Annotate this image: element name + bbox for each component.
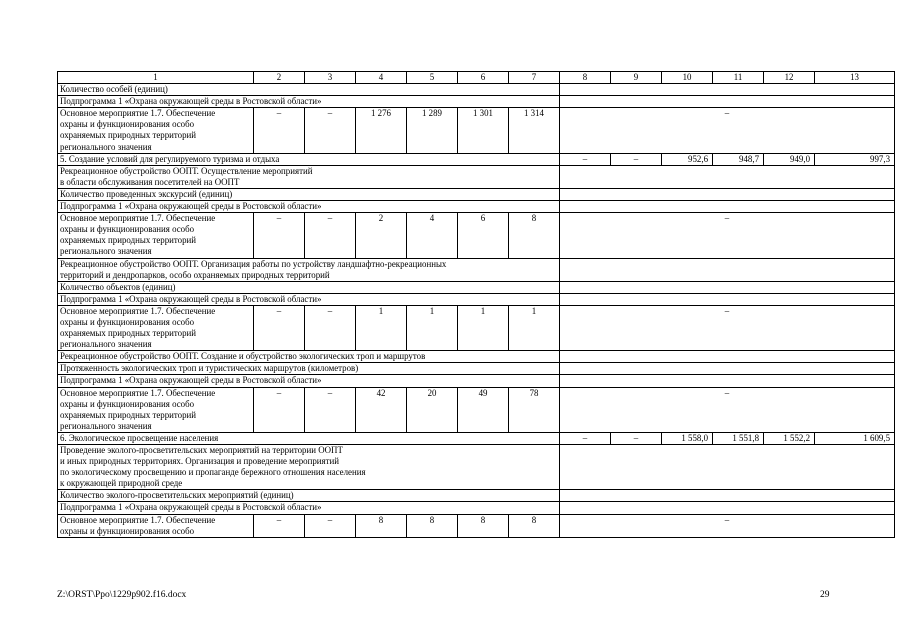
table-row xyxy=(58,201,895,213)
merged-dash-cell: – xyxy=(560,305,895,350)
table-row xyxy=(58,432,895,444)
column-number: 10 xyxy=(662,72,713,84)
table-row xyxy=(58,363,895,375)
column-number: 8 xyxy=(560,72,611,84)
row-label: Подпрограмма 1 «Охрана окружающей среды в Ростовской области» xyxy=(58,96,560,108)
value-cell: – xyxy=(254,108,305,153)
row-label: Количество эколого-просветительских мероприятий (единиц) xyxy=(58,490,560,502)
funding-cell: 948,7 xyxy=(713,153,764,165)
table-row xyxy=(58,502,895,514)
column-number: 7 xyxy=(509,72,560,84)
footer-file-path: Z:\ORST\Ppo\1229p902.f16.docx xyxy=(57,590,187,600)
column-number: 11 xyxy=(713,72,764,84)
merged-dash-cell: – xyxy=(560,213,895,258)
value-cell: 1 xyxy=(509,305,560,350)
table-row xyxy=(58,351,895,363)
row-label: Рекреационное обустройство ООПТ. Создание и обустройство экологических троп и маршрутов xyxy=(58,351,560,363)
value-cell: 4 xyxy=(407,213,458,258)
funding-cell: 1 558,0 xyxy=(662,432,713,444)
value-cell: 2 xyxy=(356,213,407,258)
measure-name: Основное мероприятие 1.7. Обеспечение охраны и функционирования особо охраняемых природных территорий регионального значения xyxy=(58,387,254,432)
empty-cell xyxy=(560,351,895,363)
row-label: Подпрограмма 1 «Охрана окружающей среды в Ростовской области» xyxy=(58,502,560,514)
empty-cell xyxy=(560,281,895,293)
row-label: Количество объектов (единиц) xyxy=(58,281,560,293)
column-number: 1 xyxy=(58,72,254,84)
value-cell: 8 xyxy=(509,514,560,537)
value-cell: 6 xyxy=(458,213,509,258)
row-label: Подпрограмма 1 «Охрана окружающей среды в Ростовской области» xyxy=(58,375,560,387)
funding-cell: – xyxy=(560,153,611,165)
value-cell: 1 xyxy=(356,305,407,350)
funding-cell: – xyxy=(611,432,662,444)
table-row xyxy=(58,490,895,502)
measure-name: Основное мероприятие 1.7. Обеспечение охраны и функционирования особо охраняемых природных территорий регионального значения xyxy=(58,213,254,258)
funding-cell: 1 552,2 xyxy=(764,432,815,444)
row-label: Проведение эколого-просветительских мероприятий на территории ООПТ и иных природных территориях. Организация и проведение мероприятий по экологическому просвещению и пропаганде бережного отношения населения к окружающей природной среде xyxy=(58,445,560,490)
empty-cell xyxy=(560,490,895,502)
section-title: 6. Экологическое просвещение населения xyxy=(58,432,560,444)
empty-cell xyxy=(560,363,895,375)
indicators-table xyxy=(57,71,895,538)
table-row xyxy=(58,258,895,281)
measure-name: Основное мероприятие 1.7. Обеспечение охраны и функционирования особо охраняемых природных территорий регионального значения xyxy=(58,108,254,153)
value-cell: – xyxy=(254,305,305,350)
funding-cell: – xyxy=(611,153,662,165)
value-cell: – xyxy=(305,387,356,432)
merged-dash-cell: – xyxy=(560,108,895,153)
value-cell: 20 xyxy=(407,387,458,432)
page-number: 29 xyxy=(820,590,830,600)
funding-cell: – xyxy=(560,432,611,444)
value-cell: 1 276 xyxy=(356,108,407,153)
measure-name: Основное мероприятие 1.7. Обеспечение охраны и функционирования особо xyxy=(58,514,254,537)
column-number: 9 xyxy=(611,72,662,84)
row-label: Протяженность экологических троп и туристических маршрутов (километров) xyxy=(58,363,560,375)
value-cell: 49 xyxy=(458,387,509,432)
row-label: Рекреационное обустройство ООПТ. Осуществление мероприятий в области обслуживания посетителей на ООПТ xyxy=(58,165,560,188)
merged-dash-cell: – xyxy=(560,387,895,432)
empty-cell xyxy=(560,293,895,305)
table-header-row xyxy=(58,72,895,84)
table-row xyxy=(58,293,895,305)
value-cell: 78 xyxy=(509,387,560,432)
value-cell: 1 301 xyxy=(458,108,509,153)
row-label: Количество проведенных экскурсий (единиц) xyxy=(58,188,560,200)
table-row xyxy=(58,281,895,293)
column-number: 5 xyxy=(407,72,458,84)
column-number: 4 xyxy=(356,72,407,84)
value-cell: – xyxy=(305,514,356,537)
table-row xyxy=(58,96,895,108)
table-row xyxy=(58,165,895,188)
value-cell: 8 xyxy=(509,213,560,258)
empty-cell xyxy=(560,258,895,281)
value-cell: 1 xyxy=(458,305,509,350)
column-number: 2 xyxy=(254,72,305,84)
value-cell: – xyxy=(254,213,305,258)
table-row xyxy=(58,84,895,96)
empty-cell xyxy=(560,165,895,188)
table-row xyxy=(58,445,895,490)
funding-cell: 1 609,5 xyxy=(815,432,895,444)
row-label: Рекреационное обустройство ООПТ. Организация работы по устройству ландшафтно-рекреационных территорий и дендропарков, особо охраняемых природных территорий xyxy=(58,258,560,281)
value-cell: 1 289 xyxy=(407,108,458,153)
empty-cell xyxy=(560,375,895,387)
table-row xyxy=(58,387,895,432)
empty-cell xyxy=(560,502,895,514)
empty-cell xyxy=(560,84,895,96)
empty-cell xyxy=(560,96,895,108)
empty-cell xyxy=(560,188,895,200)
table-row xyxy=(58,305,895,350)
table-row xyxy=(58,514,895,537)
merged-dash-cell: – xyxy=(560,514,895,537)
value-cell: 8 xyxy=(356,514,407,537)
value-cell: – xyxy=(305,108,356,153)
row-label: Подпрограмма 1 «Охрана окружающей среды в Ростовской области» xyxy=(58,293,560,305)
value-cell: 1 314 xyxy=(509,108,560,153)
funding-cell: 949,0 xyxy=(764,153,815,165)
value-cell: – xyxy=(254,514,305,537)
measure-name: Основное мероприятие 1.7. Обеспечение охраны и функционирования особо охраняемых природных территорий регионального значения xyxy=(58,305,254,350)
section-title: 5. Создание условий для регулируемого туризма и отдыха xyxy=(58,153,560,165)
funding-cell: 1 551,8 xyxy=(713,432,764,444)
value-cell: 8 xyxy=(407,514,458,537)
funding-cell: 952,6 xyxy=(662,153,713,165)
funding-cell: 997,3 xyxy=(815,153,895,165)
table-row xyxy=(58,213,895,258)
table-row xyxy=(58,108,895,153)
row-label: Количество особей (единиц) xyxy=(58,84,560,96)
value-cell: – xyxy=(305,213,356,258)
value-cell: 1 xyxy=(407,305,458,350)
column-number: 3 xyxy=(305,72,356,84)
value-cell: 8 xyxy=(458,514,509,537)
column-number: 12 xyxy=(764,72,815,84)
table-row xyxy=(58,188,895,200)
table-row xyxy=(58,375,895,387)
empty-cell xyxy=(560,445,895,490)
column-number: 6 xyxy=(458,72,509,84)
table-row xyxy=(58,153,895,165)
row-label: Подпрограмма 1 «Охрана окружающей среды в Ростовской области» xyxy=(58,201,560,213)
value-cell: – xyxy=(305,305,356,350)
value-cell: – xyxy=(254,387,305,432)
empty-cell xyxy=(560,201,895,213)
value-cell: 42 xyxy=(356,387,407,432)
column-number: 13 xyxy=(815,72,895,84)
